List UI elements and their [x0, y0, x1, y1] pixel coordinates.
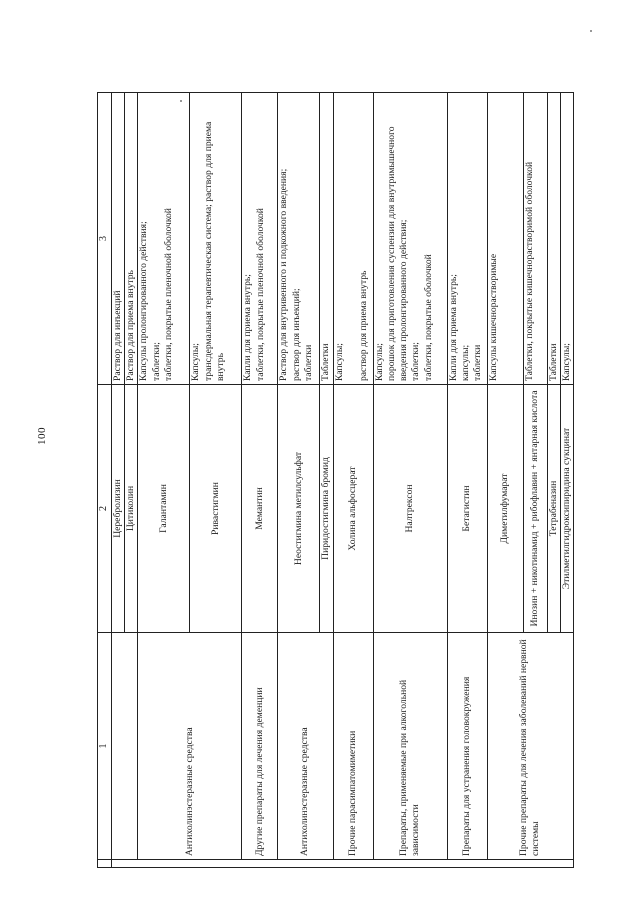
drug-cell: Налтрексон	[373, 385, 447, 633]
forms-cell	[447, 93, 487, 385]
group-cell: Прочие парасимпатомиметики	[333, 633, 373, 860]
table-margin-cell	[98, 860, 112, 868]
drug-cell: Галантамин	[138, 385, 190, 633]
table-row	[111, 93, 124, 868]
form-line: трансдермальная терапевтическая система; раствор для приема внутрь	[202, 121, 226, 381]
scan-speck	[180, 100, 182, 102]
form-line: Таблетки, покрытые кишечнорастворимой оболочкой	[523, 161, 535, 381]
column-header-3: 3	[98, 93, 112, 385]
form-line: раствор для инъекций;	[290, 288, 302, 381]
drug-cell: Неостигмина метилсульфат	[278, 385, 320, 633]
forms-cell	[523, 93, 547, 385]
form-line: Капсулы;	[560, 343, 572, 381]
drug-cell: Диметилфумарат	[487, 385, 523, 633]
drug-cell: Тетрабеназин	[547, 385, 560, 633]
form-line: Раствор для приема внутрь	[125, 270, 137, 381]
forms-cell	[278, 93, 320, 385]
drug-cell: Пиридостигмина бромид	[320, 385, 333, 633]
form-line: таблетки;	[410, 342, 422, 381]
form-line: Раствор для внутривенного и подкожного введения;	[278, 168, 290, 381]
drug-table-rotated	[97, 93, 572, 868]
group-cell	[111, 633, 138, 860]
form-line: Капли для приема внутрь;	[242, 274, 254, 381]
forms-cell	[560, 93, 573, 385]
forms-cell	[320, 93, 333, 385]
column-header-2: 2	[98, 385, 112, 633]
form-line: таблетки, покрытые пленочной оболочкой	[254, 208, 266, 381]
forms-cell	[242, 93, 278, 385]
table-margin-cell	[111, 860, 573, 868]
form-line: Капсулы кишечнорастворимые	[487, 253, 499, 381]
table-row	[278, 93, 320, 868]
form-line: раствор для приема внутрь	[358, 270, 370, 381]
drug-cell: Инозин + никотинамид + рибофлавин + янтарная кислота	[523, 385, 547, 633]
forms-cell	[487, 93, 523, 385]
table-row	[373, 93, 447, 868]
form-line: Капсулы;	[373, 343, 385, 381]
table-row	[487, 93, 523, 868]
form-line: Раствор для инъекций	[111, 290, 123, 381]
form-line: таблетки, покрытые оболочкой	[422, 254, 434, 381]
group-cell: Антихолинэстеразные средства	[278, 633, 333, 860]
forms-cell	[111, 93, 124, 385]
drug-cell: Холина альфосцерат	[333, 385, 373, 633]
forms-cell	[138, 93, 190, 385]
group-cell: Прочие препараты для лечения заболеваний нервной системы	[487, 633, 574, 860]
drug-table	[97, 92, 574, 868]
scan-speck	[590, 30, 592, 32]
drug-cell: Церебролизин	[111, 385, 124, 633]
form-line: Капсулы;	[190, 343, 202, 381]
form-line: Капсулы;	[333, 343, 345, 381]
drug-cell: Этилметилгидроксипиридина сукцинат	[560, 385, 573, 633]
form-line: таблетки;	[150, 342, 162, 381]
form-line: порошок для приготовления суспензии для внутримышечного введения пролонгированного действия;	[385, 126, 410, 381]
table-row	[138, 93, 190, 868]
form-line	[346, 96, 358, 381]
group-cell: Препараты для устранения головокружения	[447, 633, 487, 860]
drug-cell: Мемантин	[242, 385, 278, 633]
group-cell: Препараты, применяемые при алкогольной зависимости	[373, 633, 447, 860]
forms-cell	[333, 93, 373, 385]
form-line: Капли для приема внутрь;	[447, 274, 459, 381]
form-line: таблетки	[302, 344, 314, 381]
forms-cell	[190, 93, 242, 385]
header-row	[98, 93, 112, 868]
table-row	[447, 93, 487, 868]
table-row	[333, 93, 373, 868]
drug-cell: Бетагистин	[447, 385, 487, 633]
page-number: 100	[36, 427, 48, 445]
group-cell: Антихолинэстеразные средства	[138, 633, 242, 860]
form-line: таблетки, покрытые пленочной оболочкой	[162, 208, 174, 381]
form-line: Капсулы пролонгированного действия;	[138, 221, 150, 381]
forms-cell	[373, 93, 447, 385]
drug-cell: Цитиколин	[125, 385, 138, 633]
drug-cell: Ривастигмин	[190, 385, 242, 633]
forms-cell	[125, 93, 138, 385]
forms-cell	[547, 93, 560, 385]
form-line: капсулы;	[459, 344, 471, 381]
form-line: таблетки	[472, 344, 484, 381]
form-line: Таблетки	[320, 343, 332, 381]
column-header-1: 1	[98, 633, 112, 860]
form-line: Таблетки	[547, 343, 559, 381]
table-row	[242, 93, 278, 868]
group-cell: Другие препараты для лечения деменции	[242, 633, 278, 860]
